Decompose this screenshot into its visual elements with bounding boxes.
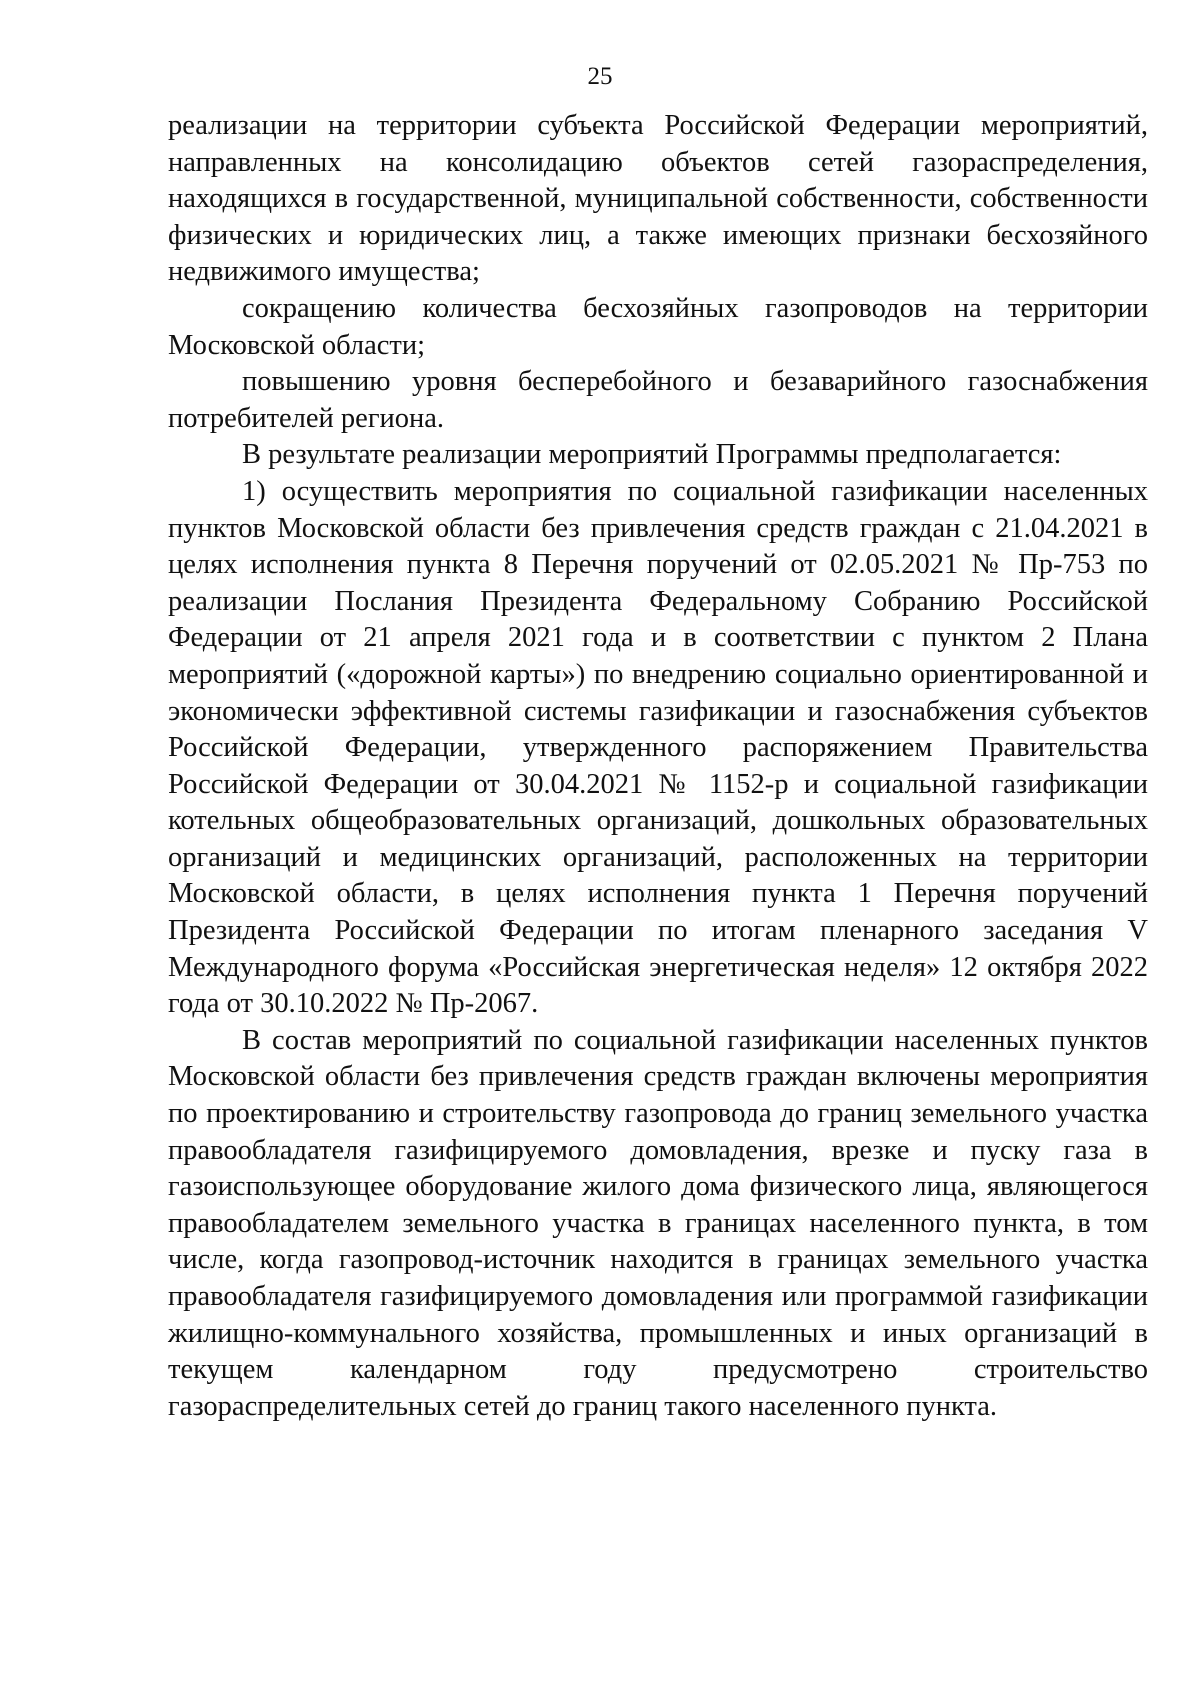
paragraph-reliability-supply: повышению уровня бесперебойного и безаварийного газоснабжения потребителей региона. — [168, 366, 1148, 434]
paragraph-gasification-composition: В состав мероприятий по социальной газификации населенных пунктов Московской области без привлечения средств граждан включены мероприятия по проектированию и строительству газопровода до границ земельного участка правообладателя газифицируемого домовладения, врезке и пуску газа в газоиспользующее оборудование жилого дома физического лица, являющегося правообладателем земельного участка в границах населенного пункта, в том числе, когда газопровод-источник находится в границах земельного участка правообладателя газифицируемого домовладения или программой газификации жилищно-коммунального хозяйства, промышленных и иных организаций в текущем календарном году предусмотрено строительство газораспределительных сетей до границ такого населенного пункта. — [168, 1024, 1148, 1422]
document-body — [168, 108, 1148, 1425]
paragraph-reduction-ownerless-pipelines: сокращению количества бесхозяйных газопроводов на территории Московской области; — [168, 292, 1148, 361]
page-number: 25 — [587, 63, 613, 90]
paragraph-item-1-social-gasification: 1) осуществить мероприятия по социальной газификации населенных пунктов Московской области без привлечения средств граждан с 21.04.2021 в целях исполнения пункта 8 Перечня поручений от 02.05.2021 № Пр-753 по реализации Послания Президента Федеральному Собранию Российской Федерации от 21 апреля 2021 года и в соответствии с пунктом 2 Плана мероприятий («дорожной карты») по внедрению социально ориентированной и экономически эффективной системы газификации и газоснабжения субъектов Российской Федерации, утвержденного распоряжением Правительства Российской Федерации от 30.04.2021 № 1152-р и социальной газификации котельных общеобразовательных организаций, дошкольных образовательных организаций и медицинских организаций, расположенных на территории Московской области, в целях исполнения пункта 1 Перечня поручений Президента Российской Федерации по итогам пленарного заседания V Международного форума «Российская энергетическая неделя» 12 октября 2022 года от 30.10.2022 № Пр-2067. — [168, 475, 1148, 1020]
paragraph-continuation: реализации на территории субъекта Российской Федерации мероприятий, направленных на консолидацию объектов сетей газораспределения, находящихся в государственной, муниципальной собственности, собственности физических и юридических лиц, а также имеющих признаки бесхозяйного недвижимого имущества; — [168, 110, 1148, 288]
paragraph-expected-results-intro: В результате реализации мероприятий Программы предполагается: — [242, 439, 1062, 471]
